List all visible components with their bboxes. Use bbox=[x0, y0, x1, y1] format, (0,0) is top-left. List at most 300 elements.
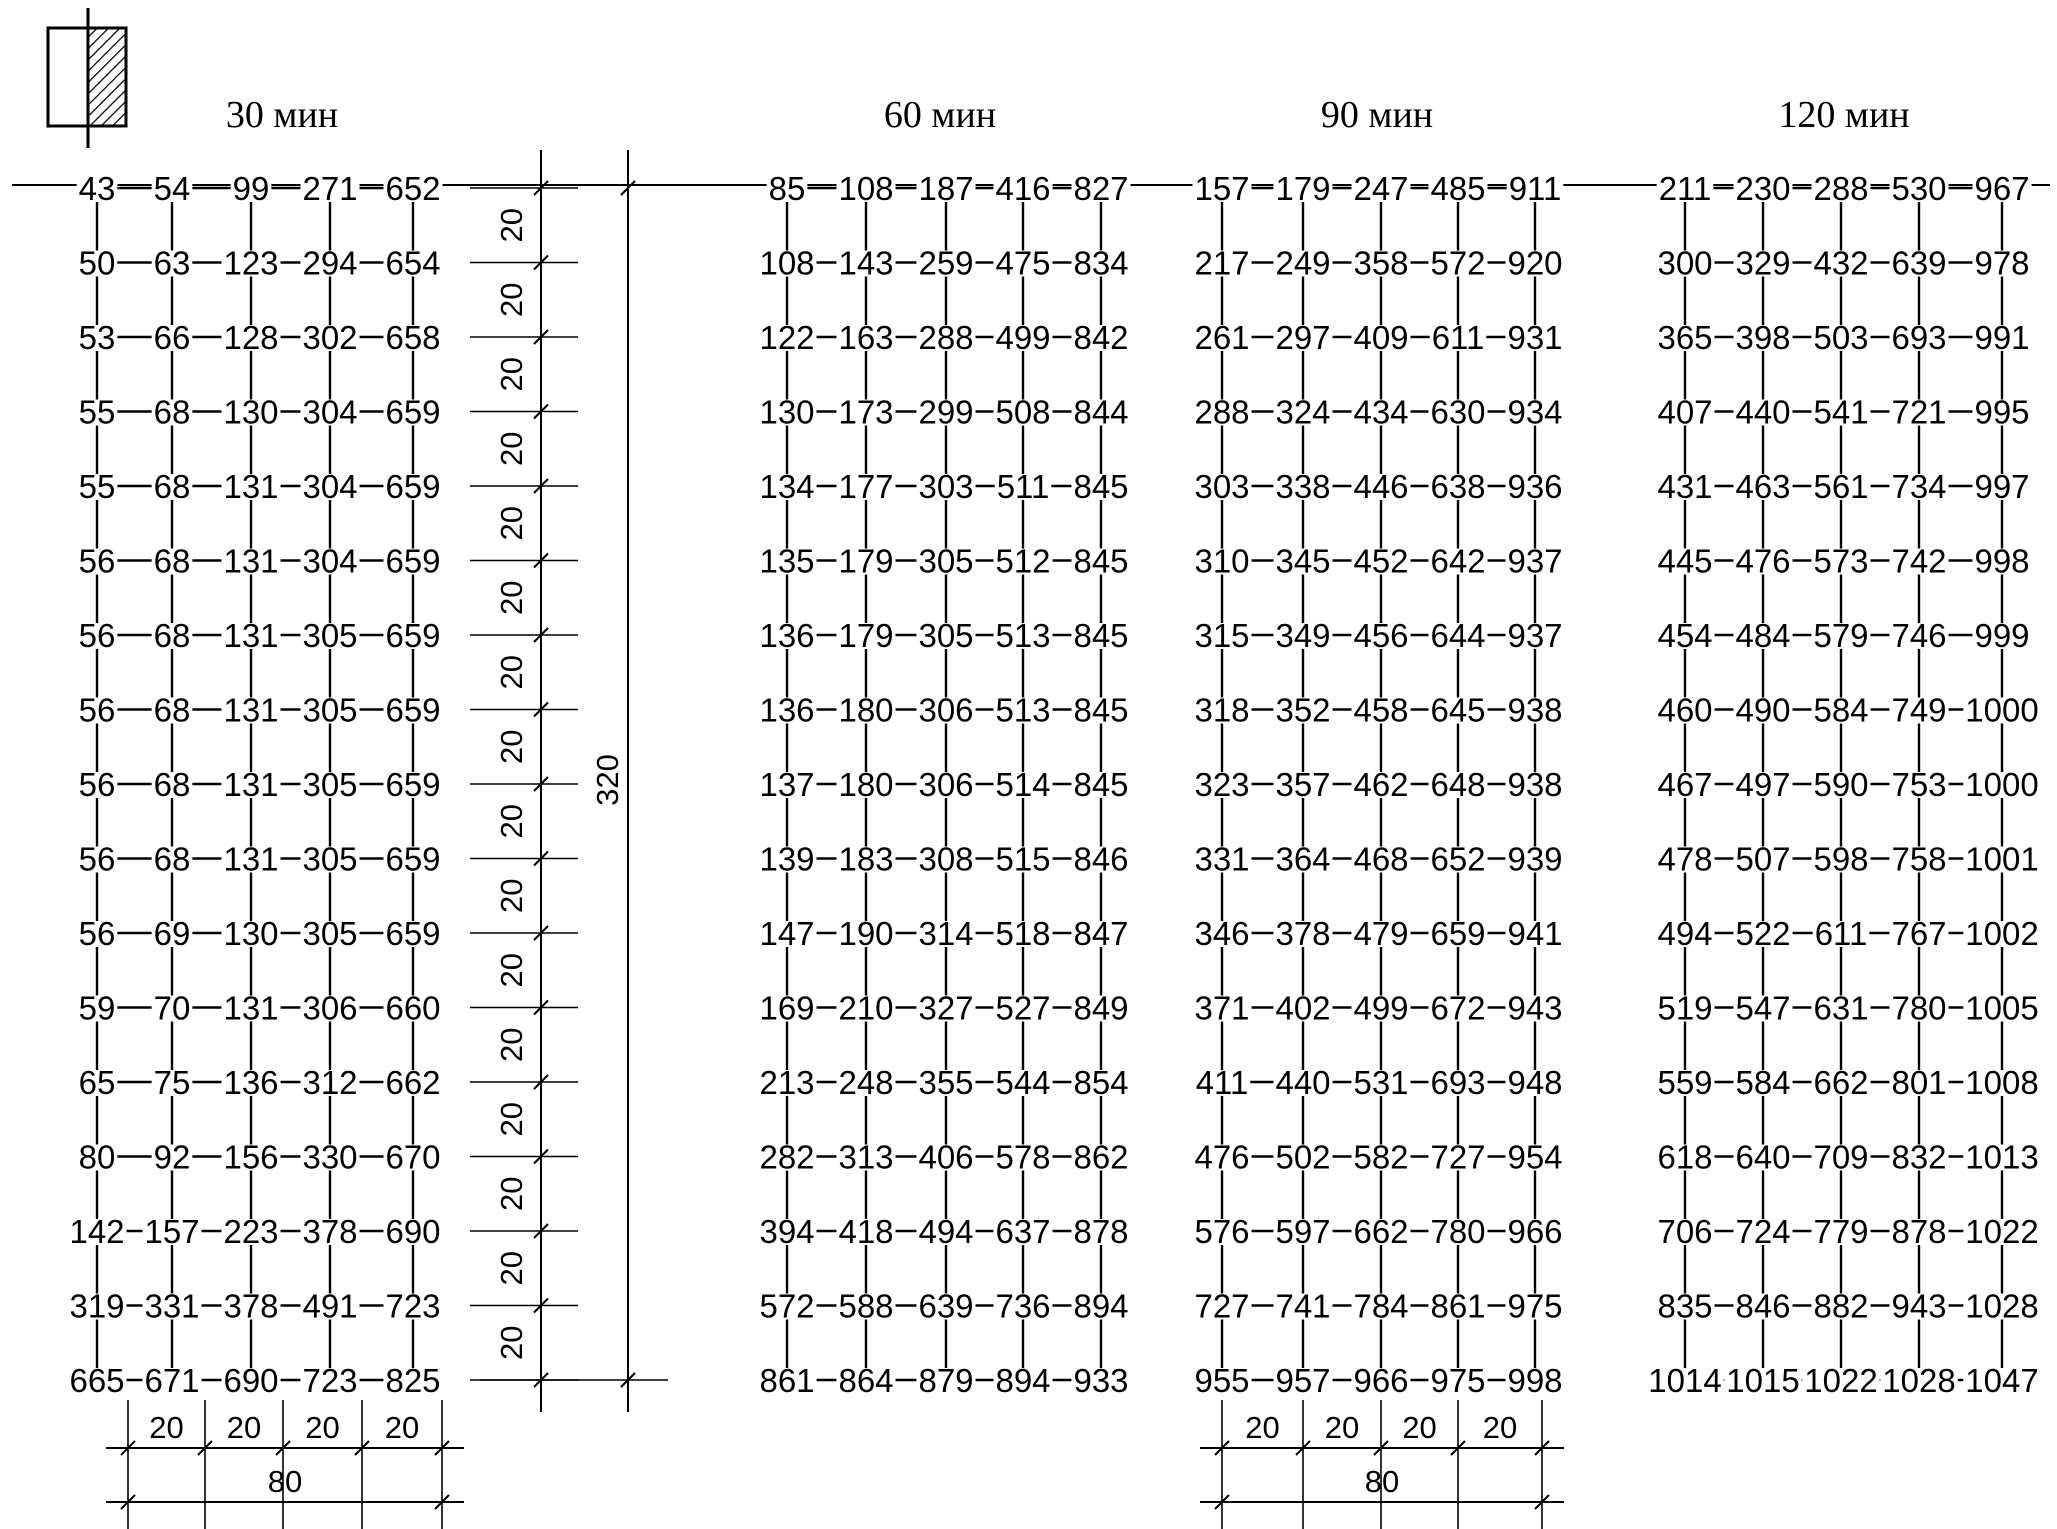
column-spacing-label: 20 bbox=[1482, 1410, 1518, 1445]
temperature-value: 462 bbox=[1353, 766, 1409, 803]
temperature-value: 652 bbox=[385, 170, 441, 207]
temperature-value: 59 bbox=[78, 989, 116, 1027]
temperature-value: 659 bbox=[385, 915, 441, 952]
temperature-value: 879 bbox=[918, 1362, 974, 1399]
temperature-value: 991 bbox=[1974, 319, 2030, 356]
temperature-value: 724 bbox=[1735, 1213, 1791, 1250]
temperature-value: 406 bbox=[918, 1138, 974, 1176]
temperature-value: 518 bbox=[995, 915, 1051, 952]
temperature-value: 659 bbox=[385, 766, 441, 803]
temperature-value: 1015 bbox=[1726, 1362, 1800, 1399]
temperature-value: 975 bbox=[1430, 1362, 1486, 1399]
temperature-value: 190 bbox=[838, 915, 894, 952]
temperature-value: 130 bbox=[223, 393, 279, 431]
temperature-value: 736 bbox=[995, 1287, 1051, 1325]
temperature-value: 147 bbox=[759, 915, 815, 952]
row-spacing-label: 20 bbox=[494, 729, 529, 764]
temperature-value: 454 bbox=[1657, 617, 1713, 654]
temperature-value: 727 bbox=[1430, 1138, 1486, 1176]
temperature-value: 490 bbox=[1735, 691, 1791, 729]
temperature-value: 544 bbox=[995, 1064, 1051, 1101]
temperature-value: 85 bbox=[768, 170, 806, 207]
panel-1 bbox=[67, 94, 442, 1399]
temperature-value: 223 bbox=[223, 1213, 279, 1250]
temperature-value: 849 bbox=[1073, 989, 1129, 1027]
temperature-value: 938 bbox=[1507, 766, 1563, 803]
temperature-value: 131 bbox=[223, 989, 279, 1027]
temperature-value: 662 bbox=[1813, 1064, 1869, 1101]
temperature-value: 530 bbox=[1891, 170, 1947, 207]
temperature-value: 721 bbox=[1891, 393, 1947, 431]
temperature-value: 305 bbox=[918, 542, 974, 580]
temperature-value: 305 bbox=[302, 840, 358, 878]
temperature-value: 847 bbox=[1073, 915, 1129, 952]
temperature-value: 68 bbox=[153, 617, 191, 654]
row-spacing-label: 20 bbox=[494, 357, 529, 392]
temperature-value: 734 bbox=[1891, 468, 1947, 505]
temperature-value: 693 bbox=[1891, 319, 1947, 356]
temperature-value: 659 bbox=[385, 840, 441, 878]
wall-section-icon bbox=[48, 8, 126, 148]
column-spacing-label: 20 bbox=[1324, 1410, 1360, 1445]
temperature-value: 659 bbox=[385, 393, 441, 431]
temperature-value: 299 bbox=[918, 393, 974, 431]
temperature-value: 460 bbox=[1657, 691, 1713, 729]
temperature-value: 671 bbox=[144, 1362, 200, 1399]
temperature-value: 131 bbox=[223, 468, 279, 505]
temperature-value: 611 bbox=[1431, 319, 1485, 356]
temperature-value: 588 bbox=[838, 1287, 894, 1325]
temperature-value: 780 bbox=[1891, 989, 1947, 1027]
temperature-value: 479 bbox=[1353, 915, 1409, 952]
temperature-value: 475 bbox=[995, 244, 1051, 282]
temperature-value: 352 bbox=[1275, 691, 1331, 729]
temperature-value: 639 bbox=[918, 1287, 974, 1325]
temperature-value: 303 bbox=[1194, 468, 1250, 505]
temperature-value: 345 bbox=[1275, 542, 1331, 580]
temperature-value: 304 bbox=[302, 393, 358, 431]
temperature-value: 294 bbox=[302, 244, 358, 282]
temperature-value: 1013 bbox=[1965, 1138, 2039, 1176]
temperature-value: 305 bbox=[918, 617, 974, 654]
temperature-value: 136 bbox=[759, 691, 815, 729]
temperature-value: 825 bbox=[385, 1362, 441, 1399]
temperature-value: 180 bbox=[838, 766, 894, 803]
temperature-value: 939 bbox=[1507, 840, 1563, 878]
temperature-value: 330 bbox=[302, 1138, 358, 1176]
temperature-value: 491 bbox=[302, 1287, 358, 1325]
temperature-value: 55 bbox=[78, 393, 116, 431]
temperature-value: 50 bbox=[78, 244, 116, 282]
temperature-value: 658 bbox=[385, 319, 441, 356]
temperature-value: 324 bbox=[1275, 393, 1331, 431]
temperature-value: 513 bbox=[995, 617, 1051, 654]
temperature-value: 230 bbox=[1735, 170, 1791, 207]
temperature-value: 1028 bbox=[1882, 1362, 1956, 1399]
temperature-value: 365 bbox=[1657, 319, 1713, 356]
temperature-value: 446 bbox=[1353, 468, 1409, 505]
temperature-value: 445 bbox=[1657, 542, 1713, 580]
temperature-value: 358 bbox=[1353, 244, 1409, 282]
temperature-value: 590 bbox=[1813, 766, 1869, 803]
temperature-value: 584 bbox=[1813, 691, 1869, 729]
temperature-value: 259 bbox=[918, 244, 974, 282]
temperature-value: 741 bbox=[1275, 1287, 1331, 1325]
temperature-value: 832 bbox=[1891, 1138, 1947, 1176]
temperature-value: 432 bbox=[1813, 244, 1869, 282]
temperature-value: 431 bbox=[1657, 468, 1713, 505]
temperature-value: 998 bbox=[1974, 542, 2030, 580]
panel-3 bbox=[1192, 94, 1564, 1399]
temperature-value: 163 bbox=[838, 319, 894, 356]
temperature-value: 1008 bbox=[1965, 1064, 2039, 1101]
column-spacing-label: 20 bbox=[305, 1410, 340, 1445]
temperature-value: 327 bbox=[918, 989, 974, 1027]
column-spacing-label: 20 bbox=[1402, 1410, 1437, 1445]
temperature-value: 954 bbox=[1507, 1138, 1563, 1176]
temperature-value: 672 bbox=[1430, 989, 1486, 1027]
temperature-value: 314 bbox=[918, 915, 974, 952]
temperature-value: 978 bbox=[1974, 244, 2030, 282]
temperature-value: 70 bbox=[153, 989, 191, 1027]
temperature-value: 499 bbox=[995, 319, 1051, 356]
temperature-value: 123 bbox=[223, 244, 279, 282]
temperature-value: 1028 bbox=[1965, 1287, 2039, 1325]
column-spacing-label: 20 bbox=[226, 1410, 262, 1445]
temperature-value: 937 bbox=[1507, 617, 1563, 654]
temperature-value: 43 bbox=[78, 170, 116, 207]
temperature-value: 217 bbox=[1194, 244, 1250, 282]
temperature-value: 323 bbox=[1194, 766, 1250, 803]
temperature-value: 66 bbox=[153, 319, 191, 356]
temperature-value: 248 bbox=[838, 1064, 894, 1101]
temperature-value: 131 bbox=[223, 542, 279, 580]
temperature-value: 288 bbox=[1194, 393, 1250, 431]
row-spacing-label: 20 bbox=[494, 282, 529, 317]
temperature-value: 303 bbox=[918, 468, 974, 505]
temperature-value: 187 bbox=[918, 170, 974, 207]
temperature-value: 645 bbox=[1430, 691, 1486, 729]
temperature-value: 56 bbox=[78, 617, 116, 654]
temperature-value: 398 bbox=[1735, 319, 1791, 356]
temperature-value: 541 bbox=[1813, 393, 1869, 431]
row-spacing-label: 20 bbox=[494, 1176, 529, 1211]
temperature-value: 844 bbox=[1073, 393, 1129, 431]
temperature-value: 845 bbox=[1073, 617, 1129, 654]
temperature-value: 357 bbox=[1275, 766, 1331, 803]
temperature-value: 143 bbox=[838, 244, 894, 282]
temperature-value: 68 bbox=[153, 840, 191, 878]
temperature-value: 998 bbox=[1507, 1362, 1563, 1399]
temperature-value: 271 bbox=[302, 170, 358, 207]
temperature-value: 329 bbox=[1735, 244, 1791, 282]
temperature-value: 931 bbox=[1507, 319, 1563, 356]
temperature-value: 999 bbox=[1974, 617, 2030, 654]
temperature-value: 56 bbox=[78, 691, 116, 729]
temperature-value: 434 bbox=[1353, 393, 1409, 431]
temperature-value: 938 bbox=[1507, 691, 1563, 729]
temperature-value: 65 bbox=[78, 1064, 116, 1101]
temperature-value: 573 bbox=[1813, 542, 1869, 580]
temperature-value: 68 bbox=[153, 393, 191, 431]
temperature-value: 894 bbox=[995, 1362, 1051, 1399]
temperature-value: 845 bbox=[1073, 542, 1129, 580]
panel-2 bbox=[757, 94, 1130, 1399]
temperature-value: 288 bbox=[918, 319, 974, 356]
temperature-value: 638 bbox=[1430, 468, 1486, 505]
total-width-label: 80 bbox=[1364, 1464, 1400, 1499]
temperature-value: 709 bbox=[1813, 1138, 1869, 1176]
temperature-value: 468 bbox=[1353, 840, 1409, 878]
temperature-value: 784 bbox=[1353, 1287, 1409, 1325]
temperature-value: 659 bbox=[1430, 915, 1486, 952]
panel-title: 120 мин bbox=[1778, 94, 1910, 136]
column-spacing-label: 20 bbox=[149, 1410, 184, 1445]
temperature-value: 882 bbox=[1813, 1287, 1869, 1325]
temperature-value: 637 bbox=[995, 1213, 1051, 1250]
temperature-value: 878 bbox=[1073, 1213, 1129, 1250]
temperature-value: 514 bbox=[995, 766, 1051, 803]
temperature-value: 476 bbox=[1194, 1138, 1250, 1176]
temperature-value: 288 bbox=[1813, 170, 1869, 207]
temperature-value: 402 bbox=[1275, 989, 1331, 1027]
row-spacing-label: 20 bbox=[494, 580, 529, 615]
temperature-value: 834 bbox=[1073, 244, 1129, 282]
temperature-value: 92 bbox=[153, 1138, 191, 1176]
temperature-value: 842 bbox=[1073, 319, 1129, 356]
temperature-value: 108 bbox=[838, 170, 894, 207]
temperature-value: 507 bbox=[1735, 840, 1791, 878]
row-spacing-label: 20 bbox=[494, 1027, 529, 1062]
temperature-value: 304 bbox=[302, 542, 358, 580]
row-spacing-label: 20 bbox=[494, 208, 529, 243]
temperature-value: 640 bbox=[1735, 1138, 1791, 1176]
temperature-value: 54 bbox=[153, 170, 191, 207]
temperature-value: 310 bbox=[1194, 542, 1250, 580]
temperature-value: 68 bbox=[153, 468, 191, 505]
temperature-value: 458 bbox=[1353, 691, 1409, 729]
temperature-value: 644 bbox=[1430, 617, 1486, 654]
temperature-value: 484 bbox=[1735, 617, 1791, 654]
row-spacing-label: 20 bbox=[494, 655, 529, 690]
temperature-value: 997 bbox=[1974, 468, 2030, 505]
temperature-value: 659 bbox=[385, 542, 441, 580]
temperature-value: 282 bbox=[759, 1138, 815, 1176]
temperature-value: 440 bbox=[1275, 1064, 1331, 1101]
temperature-value: 690 bbox=[385, 1213, 441, 1250]
temperature-value: 346 bbox=[1194, 915, 1250, 952]
temperature-value: 670 bbox=[385, 1138, 441, 1176]
temperature-value: 966 bbox=[1353, 1362, 1409, 1399]
temperature-value: 801 bbox=[1891, 1064, 1947, 1101]
temperature-value: 247 bbox=[1353, 170, 1409, 207]
temperature-value: 579 bbox=[1813, 617, 1869, 654]
temperature-value: 654 bbox=[385, 244, 441, 282]
temperature-value: 183 bbox=[838, 840, 894, 878]
temperature-value: 306 bbox=[918, 766, 974, 803]
temperature-value: 662 bbox=[385, 1064, 441, 1101]
temperature-value: 659 bbox=[385, 617, 441, 654]
temperature-value: 63 bbox=[153, 244, 191, 282]
temperature-value: 512 bbox=[995, 542, 1051, 580]
temperature-value: 845 bbox=[1073, 691, 1129, 729]
temperature-value: 68 bbox=[153, 691, 191, 729]
temperature-value: 955 bbox=[1194, 1362, 1250, 1399]
temperature-value: 305 bbox=[302, 617, 358, 654]
temperature-value: 349 bbox=[1275, 617, 1331, 654]
row-spacing-label: 20 bbox=[494, 953, 529, 988]
temperature-value: 1022 bbox=[1965, 1213, 2039, 1250]
temperature-value: 861 bbox=[1430, 1287, 1486, 1325]
temperature-value: 846 bbox=[1735, 1287, 1791, 1325]
temperature-value: 378 bbox=[302, 1213, 358, 1250]
temperature-value: 659 bbox=[385, 691, 441, 729]
temperature-value: 331 bbox=[144, 1287, 200, 1325]
temperature-value: 179 bbox=[1275, 170, 1331, 207]
temperature-value: 690 bbox=[223, 1362, 279, 1399]
temperature-value: 967 bbox=[1974, 170, 2030, 207]
temperature-value: 304 bbox=[302, 468, 358, 505]
temperature-value: 478 bbox=[1657, 840, 1713, 878]
temperature-value: 846 bbox=[1073, 840, 1129, 878]
temperature-value: 937 bbox=[1507, 542, 1563, 580]
temperature-value: 53 bbox=[78, 319, 116, 356]
temperature-value: 409 bbox=[1353, 319, 1409, 356]
temperature-value: 249 bbox=[1275, 244, 1331, 282]
temperature-value: 943 bbox=[1891, 1287, 1947, 1325]
temperature-value: 693 bbox=[1430, 1064, 1486, 1101]
temperature-value: 576 bbox=[1194, 1213, 1250, 1250]
temperature-value: 418 bbox=[838, 1213, 894, 1250]
temperature-value: 55 bbox=[78, 468, 116, 505]
temperature-value: 173 bbox=[838, 393, 894, 431]
temperature-value: 1022 bbox=[1804, 1362, 1878, 1399]
temperature-value: 827 bbox=[1073, 170, 1129, 207]
temperature-value: 494 bbox=[1657, 915, 1713, 952]
temperature-value: 297 bbox=[1275, 319, 1331, 356]
temperature-value: 941 bbox=[1507, 915, 1563, 952]
temperature-value: 305 bbox=[302, 691, 358, 729]
temperature-value: 854 bbox=[1073, 1064, 1129, 1101]
temperature-value: 894 bbox=[1073, 1287, 1129, 1325]
temperature-value: 975 bbox=[1507, 1287, 1563, 1325]
temperature-value: 508 bbox=[995, 393, 1051, 431]
row-spacing-label: 20 bbox=[494, 1102, 529, 1137]
temperature-value: 131 bbox=[223, 766, 279, 803]
temperature-value: 572 bbox=[1430, 244, 1486, 282]
column-spacing-label: 20 bbox=[1245, 1410, 1280, 1445]
temperature-value: 742 bbox=[1891, 542, 1947, 580]
temperature-value: 1014 bbox=[1648, 1362, 1722, 1399]
temperature-value: 1005 bbox=[1965, 989, 2039, 1027]
temperature-value: 130 bbox=[223, 915, 279, 952]
temperature-value: 180 bbox=[838, 691, 894, 729]
temperature-value: 948 bbox=[1507, 1064, 1563, 1101]
temperature-value: 706 bbox=[1657, 1213, 1713, 1250]
temperature-value: 648 bbox=[1430, 766, 1486, 803]
temperature-value: 933 bbox=[1073, 1362, 1129, 1399]
temperature-value: 631 bbox=[1813, 989, 1869, 1027]
temperature-value: 845 bbox=[1073, 468, 1129, 505]
temperature-value: 305 bbox=[302, 766, 358, 803]
temperature-value: 416 bbox=[995, 170, 1051, 207]
temperature-value: 136 bbox=[223, 1064, 279, 1101]
temperature-value: 598 bbox=[1813, 840, 1869, 878]
temperature-value: 305 bbox=[302, 915, 358, 952]
row-spacing-dimension bbox=[470, 150, 668, 1412]
temperature-value: 723 bbox=[302, 1362, 358, 1399]
row-spacing-label: 20 bbox=[494, 1251, 529, 1286]
temperature-value: 313 bbox=[838, 1138, 894, 1176]
temperature-value: 934 bbox=[1507, 393, 1563, 431]
temperature-value: 652 bbox=[1430, 840, 1486, 878]
temperature-value: 476 bbox=[1735, 542, 1791, 580]
temperature-value: 1000 bbox=[1965, 766, 2039, 803]
temperature-value: 394 bbox=[759, 1213, 815, 1250]
temperature-value: 639 bbox=[1891, 244, 1947, 282]
temperature-value: 378 bbox=[1275, 915, 1331, 952]
temperature-value: 99 bbox=[232, 170, 270, 207]
temperature-value: 611 bbox=[1814, 915, 1868, 952]
temperature-value: 131 bbox=[223, 617, 279, 654]
temperature-value: 966 bbox=[1507, 1213, 1563, 1250]
temperature-value: 660 bbox=[385, 989, 441, 1027]
temperature-value: 75 bbox=[153, 1064, 191, 1101]
temperature-value: 315 bbox=[1194, 617, 1250, 654]
temperature-value: 69 bbox=[153, 915, 191, 952]
temperature-value: 68 bbox=[153, 766, 191, 803]
temperature-value: 261 bbox=[1194, 319, 1250, 356]
total-height-label: 320 bbox=[590, 754, 625, 806]
temperature-value: 578 bbox=[995, 1138, 1051, 1176]
temperature-value: 723 bbox=[385, 1287, 441, 1325]
temperature-value: 559 bbox=[1657, 1064, 1713, 1101]
temperature-value: 364 bbox=[1275, 840, 1331, 878]
temperature-value: 515 bbox=[995, 840, 1051, 878]
temperature-value: 142 bbox=[69, 1213, 125, 1250]
temperature-value: 319 bbox=[69, 1287, 125, 1325]
temperature-value: 56 bbox=[78, 840, 116, 878]
temperature-value: 503 bbox=[1813, 319, 1869, 356]
temperature-value: 597 bbox=[1275, 1213, 1331, 1250]
temperature-value: 308 bbox=[918, 840, 974, 878]
temperature-value: 122 bbox=[759, 319, 815, 356]
temperature-value: 522 bbox=[1735, 915, 1791, 952]
column-spacing-dimension bbox=[1200, 1400, 1564, 1529]
temperature-value: 318 bbox=[1194, 691, 1250, 729]
temperature-value: 440 bbox=[1735, 393, 1791, 431]
temperature-value: 767 bbox=[1891, 915, 1947, 952]
panel-title: 30 мин bbox=[225, 94, 339, 136]
temperature-value: 642 bbox=[1430, 542, 1486, 580]
temperature-value: 630 bbox=[1430, 393, 1486, 431]
temperature-value: 411 bbox=[1195, 1064, 1249, 1101]
temperature-value: 139 bbox=[759, 840, 815, 878]
temperature-value: 467 bbox=[1657, 766, 1713, 803]
temperature-value: 407 bbox=[1657, 393, 1713, 431]
temperature-value: 511 bbox=[996, 468, 1050, 505]
temperature-value: 547 bbox=[1735, 989, 1791, 1027]
temperature-value: 68 bbox=[153, 542, 191, 580]
temperature-value: 137 bbox=[759, 766, 815, 803]
temperature-value: 665 bbox=[69, 1362, 125, 1399]
temperature-value: 179 bbox=[838, 542, 894, 580]
temperature-value: 861 bbox=[759, 1362, 815, 1399]
temperature-value: 957 bbox=[1275, 1362, 1331, 1399]
temperature-value: 463 bbox=[1735, 468, 1791, 505]
temperature-value: 753 bbox=[1891, 766, 1947, 803]
temperature-value: 169 bbox=[759, 989, 815, 1027]
